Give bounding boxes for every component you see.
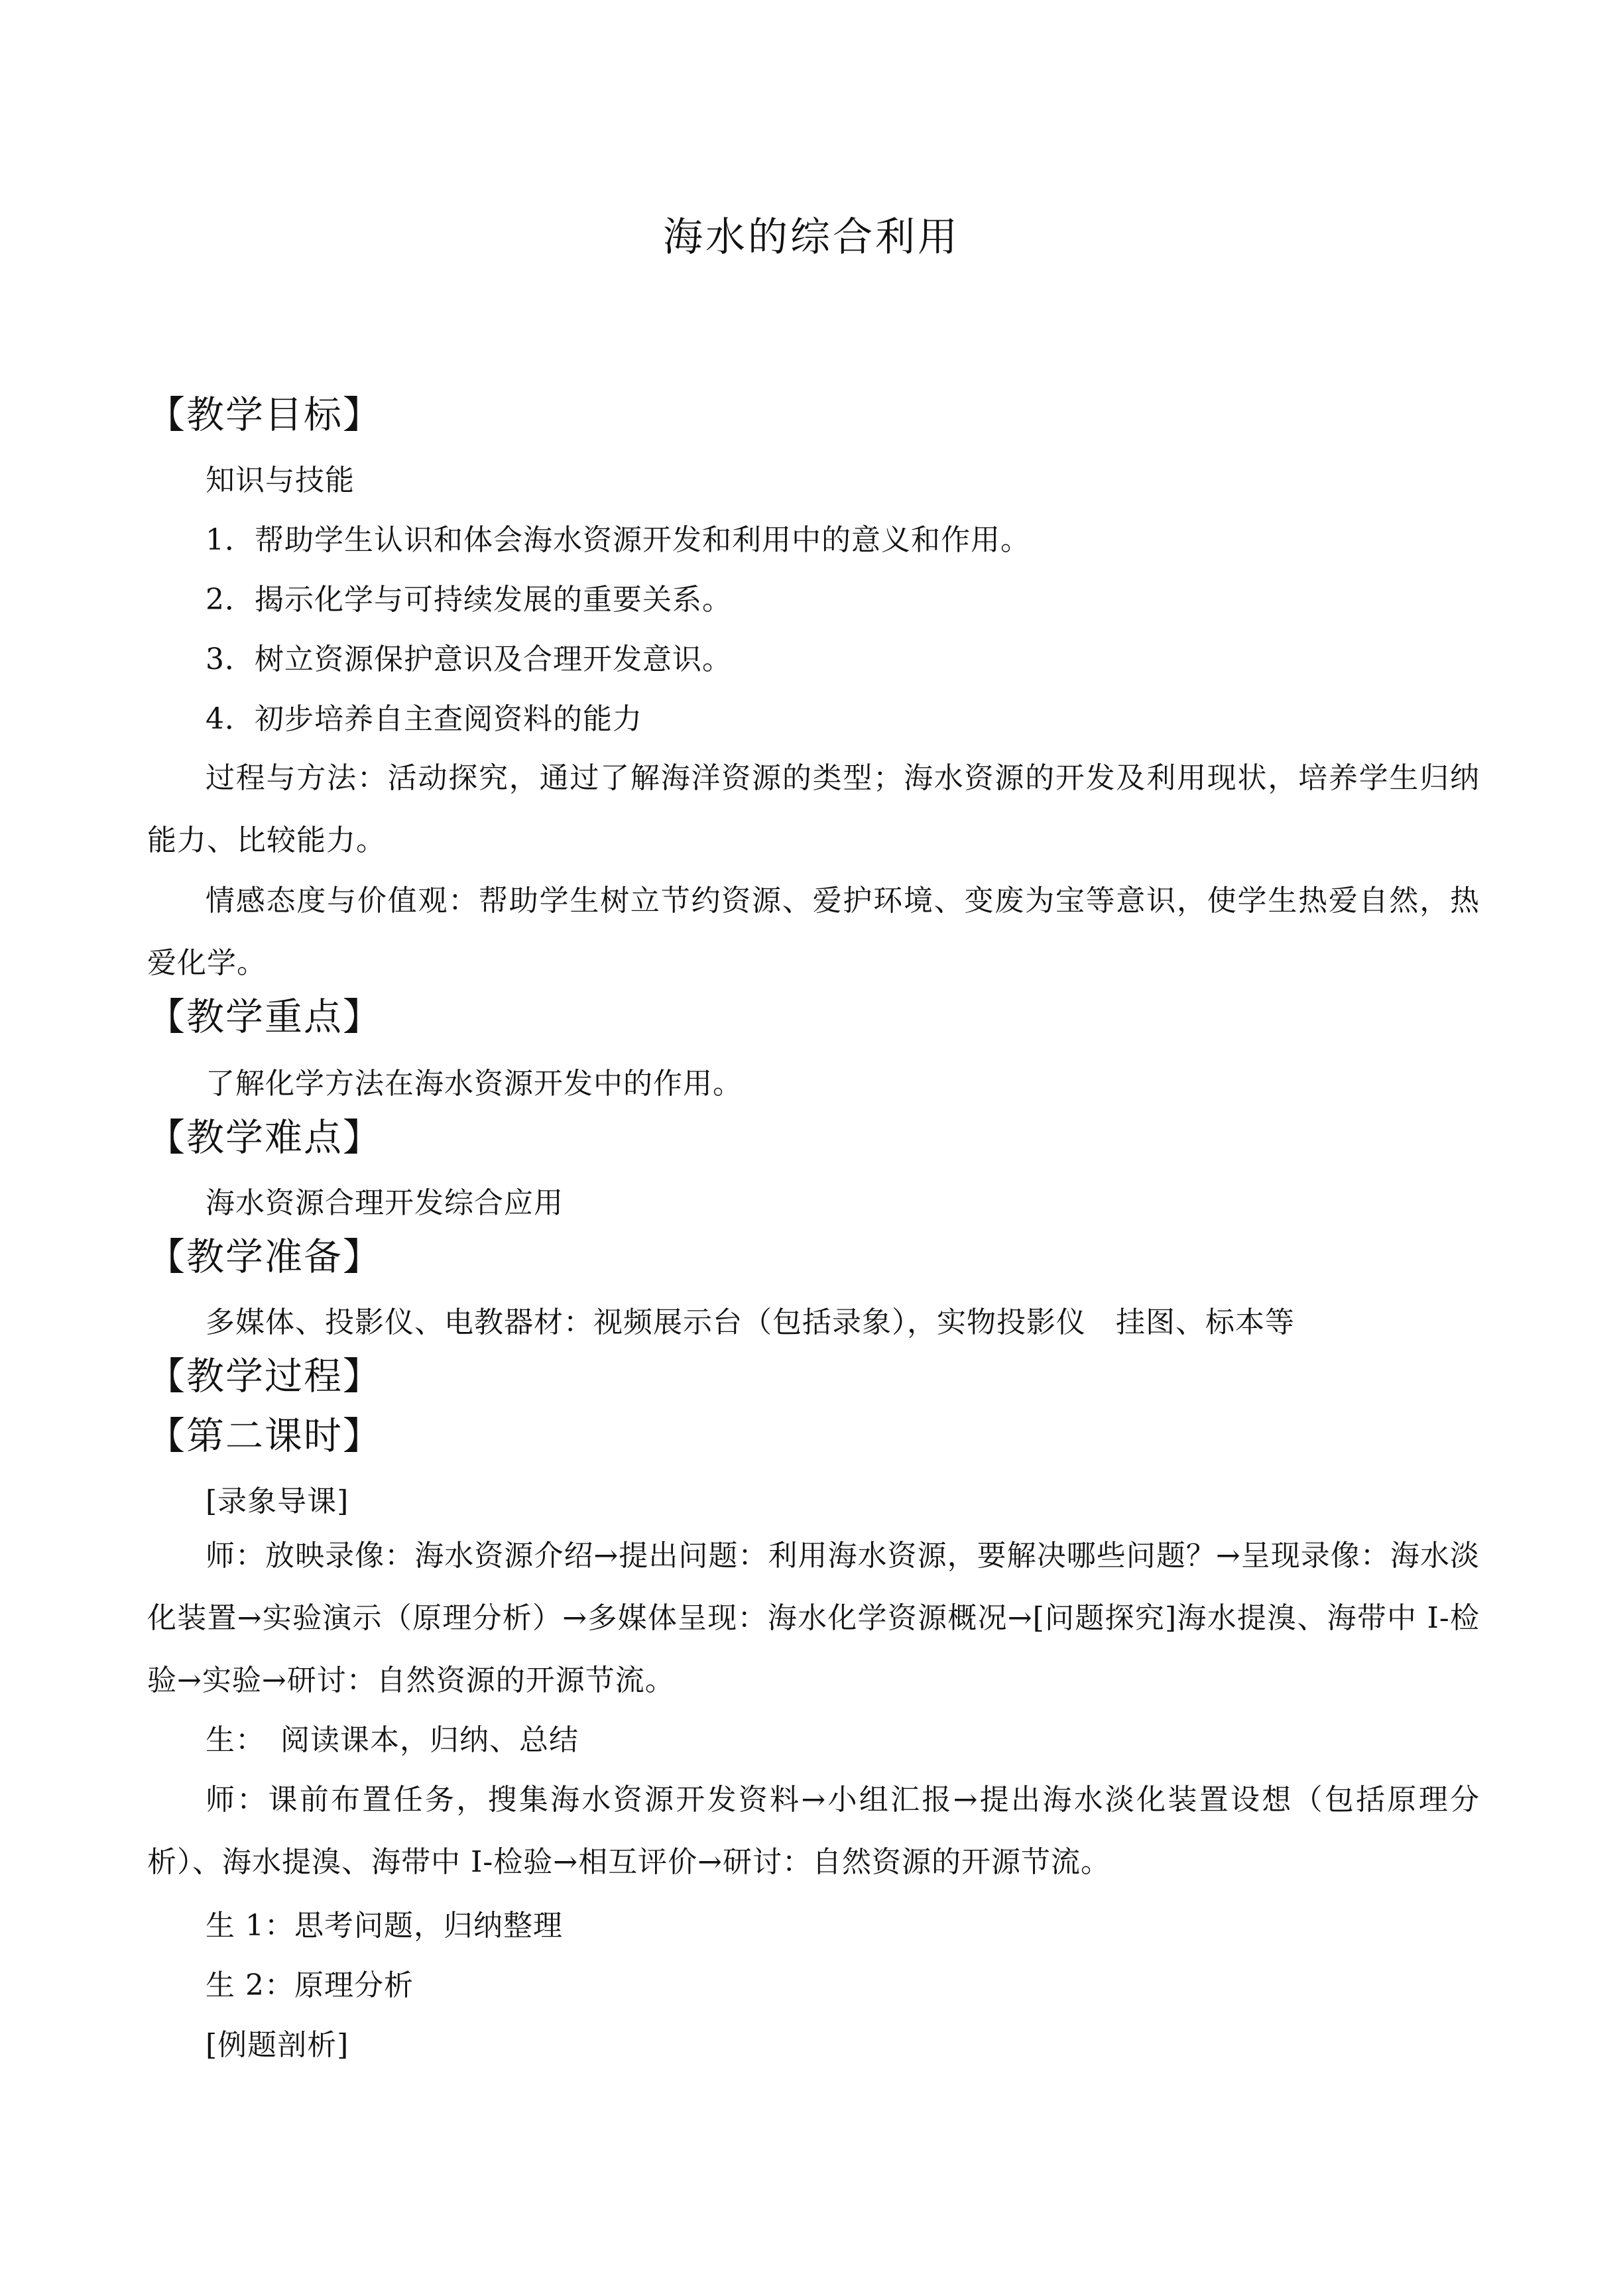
- preparation-heading: 【教学准备】: [147, 1235, 382, 1279]
- objective-item-2: 2．揭示化学与可持续发展的重要关系。: [206, 583, 732, 617]
- preparation-text: 多媒体、投影仪、电教器材：视频展示台（包括录象），实物投影仪 挂图、标本等: [206, 1305, 1295, 1339]
- key-points-text: 了解化学方法在海水资源开发中的作用。: [206, 1067, 743, 1101]
- objectives-heading: 【教学目标】: [147, 393, 382, 437]
- objective-item-1: 1．帮助学生认识和体会海水资源开发和利用中的意义和作用。: [206, 523, 1030, 557]
- teacher-paragraph-2: 师：课前布置任务，搜集海水资源开发资料→小组汇报→提出海水淡化装置设想（包括原理分析）、海水提溴、海带中 I-检验→相互评价→研讨：自然资源的开源节流。: [147, 1783, 1480, 1879]
- key-points-heading: 【教学重点】: [147, 995, 382, 1039]
- process-methods-paragraph: 过程与方法：活动探究，通过了解海洋资源的类型；海水资源的开发及利用现状，培养学生归纳能力、比较能力。: [147, 761, 1480, 857]
- student-line-2-2: 生 2：原理分析: [206, 1968, 414, 2002]
- second-lesson-heading: 【第二课时】: [147, 1414, 382, 1458]
- difficulties-heading: 【教学难点】: [147, 1116, 382, 1160]
- knowledge-skills-label: 知识与技能: [206, 463, 355, 497]
- student-line-2-1: 生 1：思考问题，归纳整理: [206, 1909, 563, 1943]
- process-heading: 【教学过程】: [147, 1355, 382, 1398]
- student-line-1: 生： 阅读课本，归纳、总结: [206, 1723, 579, 1757]
- emotion-values-paragraph: 情感态度与价值观：帮助学生树立节约资源、爱护环境、变废为宝等意识，使学生热爱自然，热爱化学。: [147, 884, 1480, 980]
- example-label: [例题剖析]: [206, 2028, 349, 2062]
- difficulties-text: 海水资源合理开发综合应用: [206, 1186, 564, 1220]
- video-intro-label: [录象导课]: [206, 1484, 349, 1518]
- objective-item-3: 3．树立资源保护意识及合理开发意识。: [206, 642, 732, 676]
- document-title: 海水的综合利用: [663, 214, 960, 261]
- teacher-paragraph-1: 师：放映录像：海水资源介绍→提出问题：利用海水资源，要解决哪些问题？→呈现录像：海水淡化装置→实验演示（原理分析）→多媒体呈现：海水化学资源概况→[问题探究]海水提溴、海带中 I-检验→实验→研讨：自然资源的开源节流。: [147, 1539, 1480, 1697]
- objective-item-4: 4．初步培养自主查阅资料的能力: [206, 702, 642, 736]
